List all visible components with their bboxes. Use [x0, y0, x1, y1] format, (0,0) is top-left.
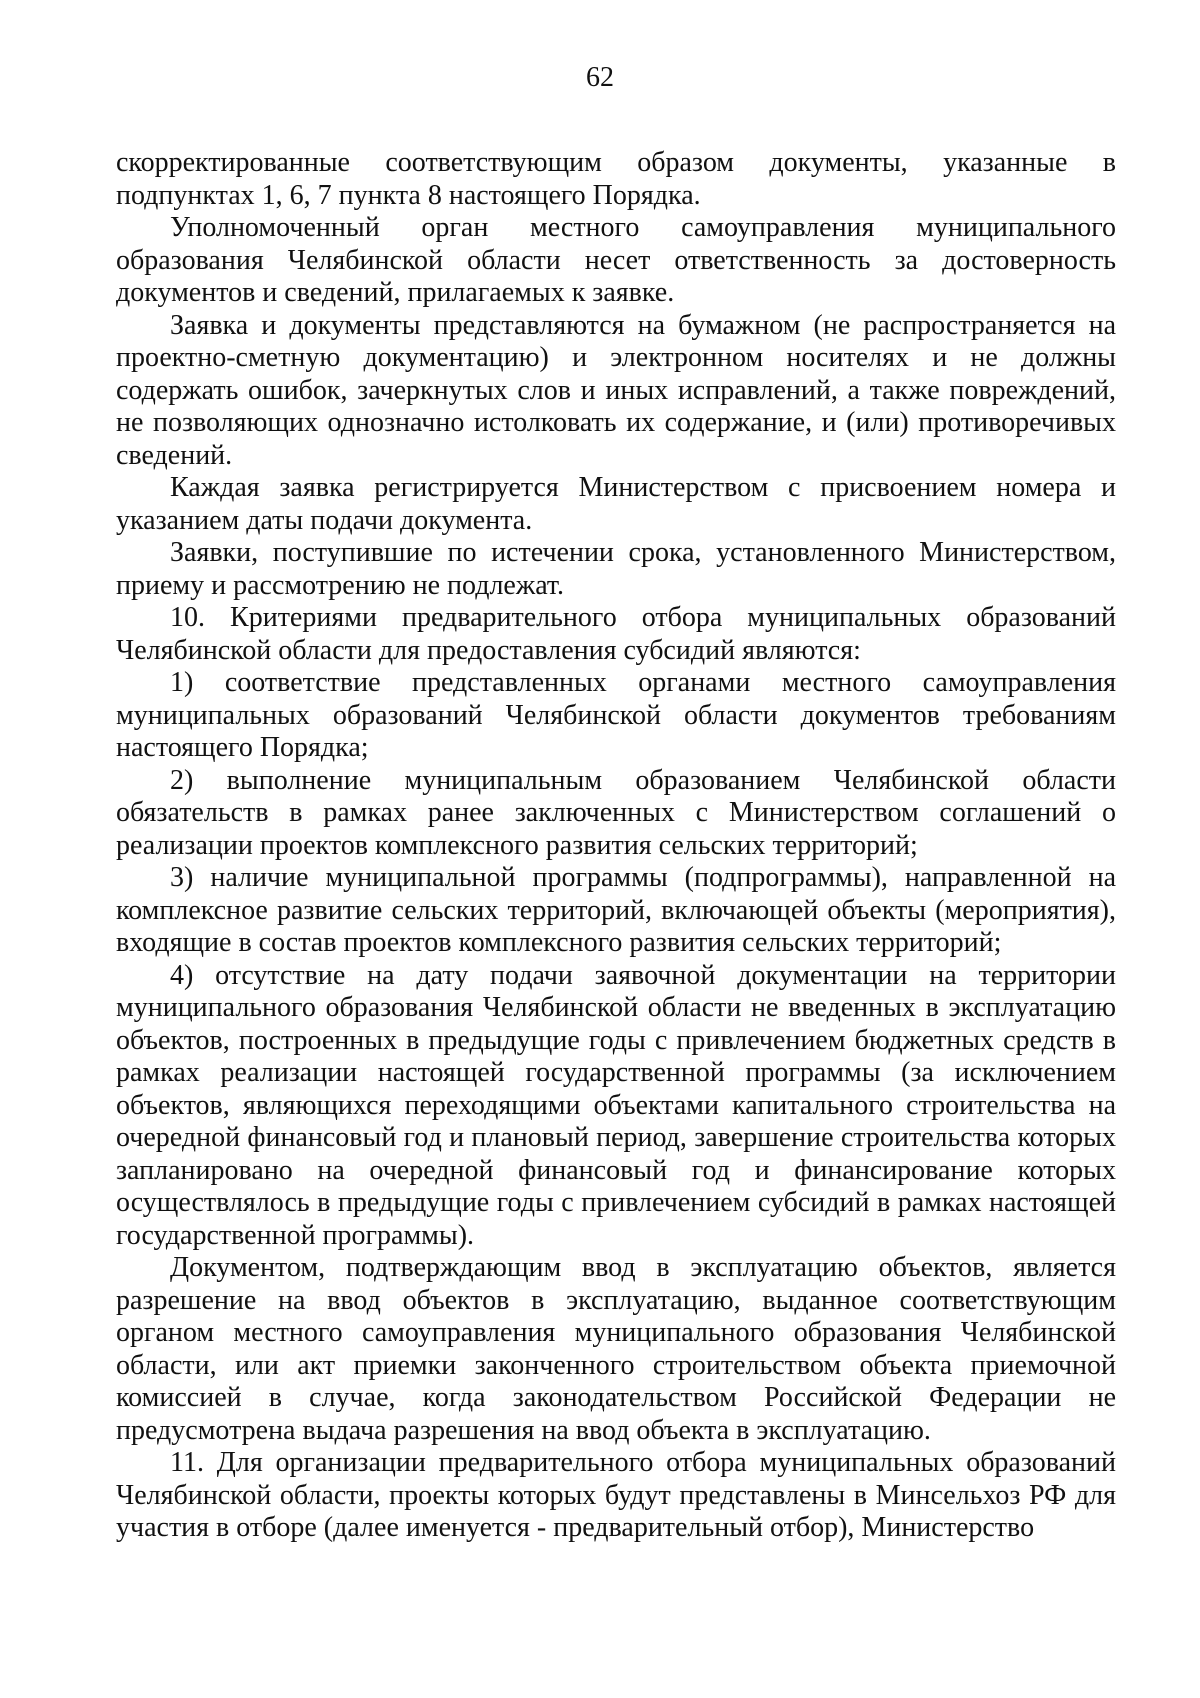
paragraph-criterion-3: 3) наличие муниципальной программы (подпрограммы), направленной на комплексное развитие сельских территорий, включающей объекты (мероприятия), входящие в состав проектов комплексного развития сельских территорий;: [116, 862, 1116, 958]
paragraph-continuation: скорректированные соответствующим образом документы, указанные в подпунктах 1, 6, 7 пункта 8 настоящего Порядка.: [116, 147, 1116, 211]
page-number: 62: [586, 62, 614, 93]
paragraph-section-11: 11. Для организации предварительного отбора муниципальных образований Челябинской области, проекты которых будут представлены в Минсельхоз РФ для участия в отборе (далее именуется - предварительный отбор), Министерство: [116, 1447, 1116, 1543]
paragraph-criterion-2: 2) выполнение муниципальным образованием Челябинской области обязательств в рамках ранее заключенных с Министерством соглашений о реализации проектов комплексного развития сельских территорий;: [116, 764, 1116, 861]
paragraph-criterion-4: 4) отсутствие на дату подачи заявочной документации на территории муниципального образования Челябинской области не введенных в эксплуатацию объектов, построенных в предыдущие годы с привлечением бюджетных средств в рамках реализации настоящей государственной программы (за исключением объектов, являющихся переходящими объектами капитального строительства на очередной финансовый год и плановый период, завершение строительства которых запланировано на очередной финансовый год и финансирование которых осуществлялось в предыдущие годы с привлечением субсидий в рамках настоящей государственной программы).: [116, 959, 1116, 1251]
paragraph-commissioning-document: Документом, подтверждающим ввод в эксплуатацию объектов, является разрешение на ввод объектов в эксплуатацию, выданное соответствующим органом местного самоуправления муниципального образования Челябинской области, или акт приемки законченного строительством объекта приемочной комиссией в случае, когда законодательством Российской Федерации не предусмотрена выдача разрешения на ввод объекта в эксплуатацию.: [116, 1252, 1116, 1446]
paragraph-authority-responsibility: Уполномоченный орган местного самоуправления муниципального образования Челябинской области несет ответственность за достоверность документов и сведений, прилагаемых к заявке.: [116, 212, 1116, 308]
document-body: [116, 147, 1116, 1545]
paragraph-section-10: 10. Критериями предварительного отбора муниципальных образований Челябинской области для предоставления субсидий являются:: [116, 602, 1116, 666]
paragraph-criterion-1: 1) соответствие представленных органами местного самоуправления муниципальных образований Челябинской области документов требованиям настоящего Порядка;: [116, 667, 1116, 763]
paragraph-registration: Каждая заявка регистрируется Министерством с присвоением номера и указанием даты подачи документа.: [116, 472, 1116, 536]
paragraph-late-applications: Заявки, поступившие по истечении срока, установленного Министерством, приему и рассмотрению не подлежат.: [116, 537, 1116, 601]
paragraph-application-format: Заявка и документы представляются на бумажном (не распространяется на проектно-сметную документацию) и электронном носителях и не должны содержать ошибок, зачеркнутых слов и иных исправлений, а также повреждений, не позволяющих однозначно истолковать их содержание, и (или) противоречивых сведений.: [116, 309, 1116, 471]
